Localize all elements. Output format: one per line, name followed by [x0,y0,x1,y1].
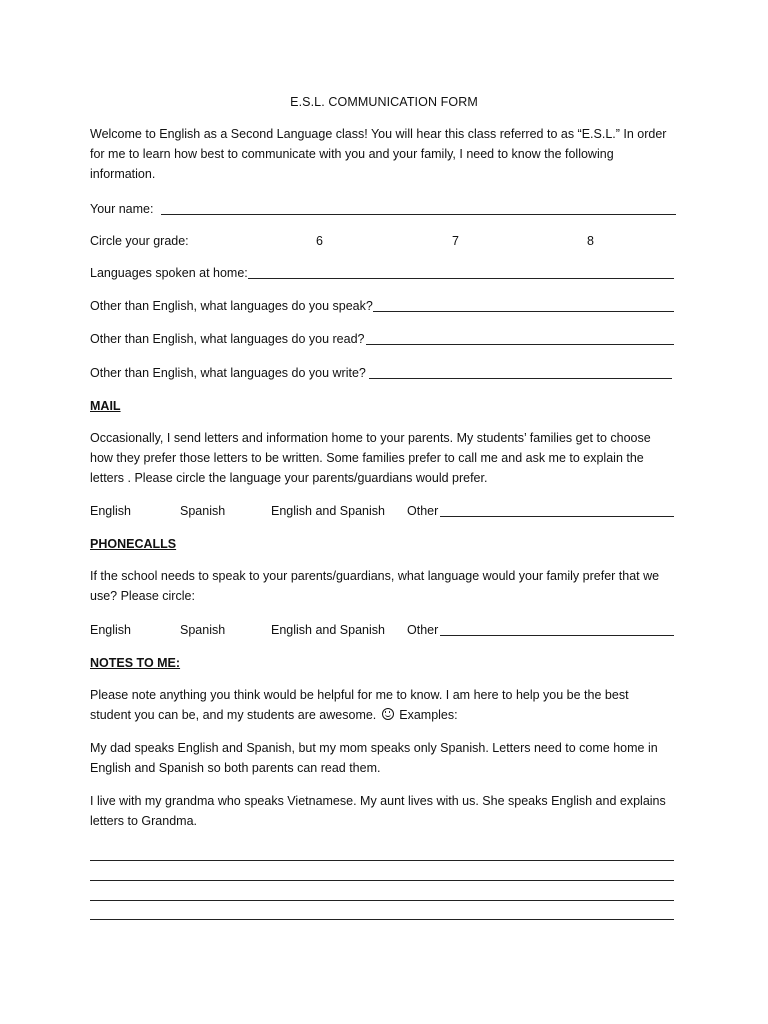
languages-home-label: Languages spoken at home: [90,266,248,280]
example-line: My dad speaks English and Spanish, but my mom speaks only Spanish. Letters need to come home in [90,741,658,755]
notes-line [90,705,690,725]
notes-examples-label: Examples: [399,708,458,722]
notes-line: Please note anything you think would be helpful for me to know. I am here to help you be the best [90,688,629,702]
intro-line: for me to learn how best to communicate with you and your family, I need to know the following [90,147,614,161]
phone-option-other[interactable]: Other [407,623,439,637]
notes-blank-line[interactable] [90,880,674,881]
example-line: letters to Grandma. [90,814,197,828]
phonecalls-paragraph [90,566,690,606]
mail-line: how they prefer those letters to be written. Some families prefer to call me and ask me to explain the [90,451,644,465]
phonecalls-heading: PHONECALLS [90,537,177,551]
speak-field[interactable] [373,311,674,312]
notes-paragraph [90,685,690,725]
notes-heading: NOTES TO ME: [90,656,181,670]
read-label: Other than English, what languages do you read? [90,332,365,346]
example-line: I live with my grandma who speaks Vietnamese. My aunt lives with us. She speaks English and explains [90,794,666,808]
mail-line: letters . Please circle the language your parents/guardians would prefer. [90,471,488,485]
phonecalls-line: use? Please circle: [90,589,195,603]
mail-option-other[interactable]: Other [407,504,439,518]
notes-blank-line[interactable] [90,900,674,901]
intro-line: Welcome to English as a Second Language class! You will hear this class referred to as “E.S.L.” In order [90,127,667,141]
phone-option-english[interactable]: English [90,623,131,637]
read-field[interactable] [366,344,674,345]
grade-option-7[interactable]: 7 [452,234,459,248]
example-two [90,791,690,831]
mail-option-english-spanish[interactable]: English and Spanish [271,504,385,518]
languages-home-field[interactable] [248,278,674,279]
page-title: E.S.L. COMMUNICATION FORM [290,95,478,109]
mail-paragraph [90,428,690,488]
notes-blank-line[interactable] [90,860,674,861]
notes-line-text: student you can be, and my students are awesome. [90,708,377,722]
speak-label: Other than English, what languages do you speak? [90,299,373,313]
notes-blank-line[interactable] [90,919,674,920]
grade-option-8[interactable]: 8 [587,234,594,248]
smiley-icon [382,708,394,720]
mail-option-spanish[interactable]: Spanish [180,504,226,518]
name-field[interactable] [161,214,676,215]
phone-other-field[interactable] [440,635,674,636]
grade-label: Circle your grade: [90,234,189,248]
mail-option-english[interactable]: English [90,504,131,518]
mail-line: Occasionally, I send letters and information home to your parents. My students’ families get to choose [90,431,651,445]
phonecalls-line: If the school needs to speak to your parents/guardians, what language would your family prefer that we [90,569,660,583]
example-line: English and Spanish so both parents can read them. [90,761,381,775]
mail-heading: MAIL [90,399,121,413]
example-one [90,738,690,778]
write-field[interactable] [369,378,672,379]
intro-paragraph [90,124,690,184]
grade-option-6[interactable]: 6 [316,234,323,248]
write-label: Other than English, what languages do you write? [90,366,366,380]
phone-option-english-spanish[interactable]: English and Spanish [271,623,385,637]
mail-other-field[interactable] [440,516,674,517]
name-label: Your name: [90,202,154,216]
phone-option-spanish[interactable]: Spanish [180,623,226,637]
intro-line: information. [90,167,156,181]
